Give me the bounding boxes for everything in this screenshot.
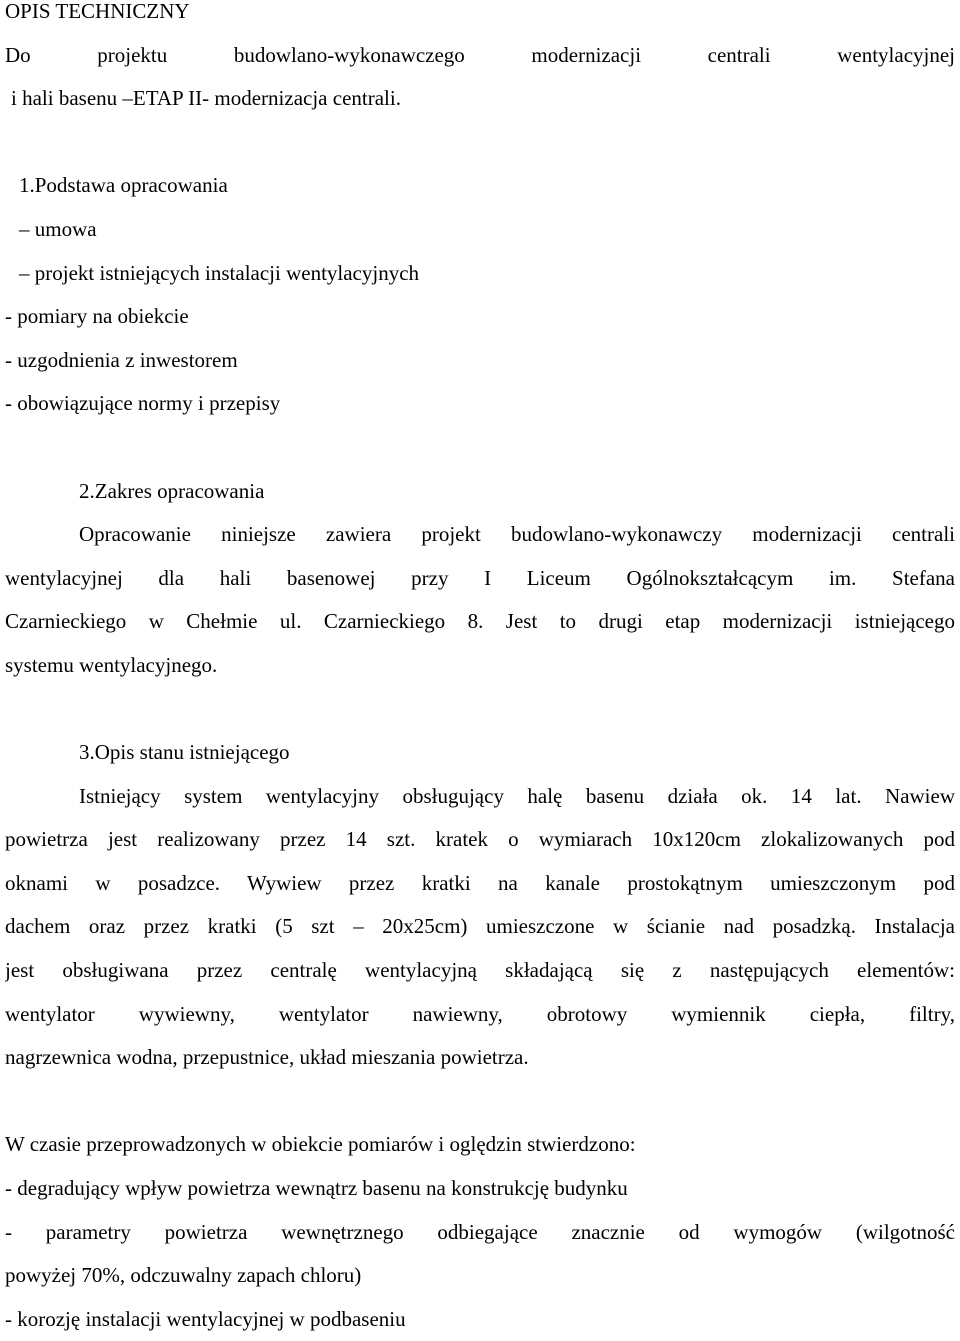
paragraph-line: wentylacyjnej dla hali basenowej przy I Liceum Ogólnokształcącym im. Stefana <box>5 565 955 590</box>
paragraph-line: Opracowanie niniejsze zawiera projekt budowlano-wykonawczy modernizacji centrali <box>79 522 955 547</box>
paragraph-line: Czarnieckiego w Chełmie ul. Czarnieckiego 8. Jest to drugi etap modernizacji istniejącego <box>5 609 955 634</box>
paragraph-line: powietrza jest realizowany przez 14 szt. kratek o wymiarach 10x120cm zlokalizowanych pod <box>5 827 955 852</box>
section-2-heading: 2.Zakres opracowania <box>79 478 265 503</box>
subtitle-line-2: i hali basenu –ETAP II- modernizacja centrali. <box>11 86 401 111</box>
list-item: – umowa <box>19 216 97 241</box>
paragraph-line: wentylator wywiewny, wentylator nawiewny, obrotowy wymiennik ciepła, filtry, <box>5 1001 955 1026</box>
list-item: - parametry powietrza wewnętrznego odbiegające znacznie od wymogów (wilgotność <box>5 1219 955 1244</box>
list-item: – projekt istniejących instalacji wentylacyjnych <box>19 260 420 285</box>
list-item: - korozję instalacji wentylacyjnej w podbaseniu <box>5 1306 406 1331</box>
spacer <box>5 1080 955 1124</box>
paragraph-line: systemu wentylacyjnego. <box>5 652 218 677</box>
list-item: powyżej 70%, odczuwalny zapach chloru) <box>5 1263 362 1288</box>
spacer <box>5 121 955 165</box>
section-3-heading: 3.Opis stanu istniejącego <box>79 740 290 765</box>
paragraph-line: oknami w posadzce. Wywiew przez kratki na kanale prostokątnym umieszczonym pod <box>5 870 955 895</box>
document-page <box>5 0 955 1341</box>
paragraph-line: jest obsługiwana przez centralę wentylacyjną składającą się z następujących elementów: <box>5 958 955 983</box>
list-item: - uzgodnienia z inwestorem <box>5 347 238 372</box>
section-1-heading: 1.Podstawa opracowania <box>19 173 228 198</box>
subtitle-line-1: Do projektu budowlano-wykonawczego modernizacji centrali wentylacyjnej <box>5 42 955 67</box>
list-item: - degradujący wpływ powietrza wewnątrz basenu na konstrukcję budynku <box>5 1176 628 1201</box>
document-title: OPIS TECHNICZNY <box>5 0 190 23</box>
paragraph-line: nagrzewnica wodna, przepustnice, układ mieszania powietrza. <box>5 1045 529 1070</box>
list-item: - pomiary na obiekcie <box>5 304 189 329</box>
paragraph-line: dachem oraz przez kratki (5 szt – 20x25cm) umieszczone w ścianie nad posadzką. Instalacja <box>5 914 955 939</box>
findings-intro: W czasie przeprowadzonych w obiekcie pomiarów i oględzin stwierdzono: <box>5 1132 636 1157</box>
paragraph-line: Istniejący system wentylacyjny obsługujący halę basenu działa ok. 14 lat. Nawiew <box>79 783 955 808</box>
list-item: - obowiązujące normy i przepisy <box>5 391 281 416</box>
spacer <box>5 426 955 470</box>
spacer <box>5 688 955 732</box>
